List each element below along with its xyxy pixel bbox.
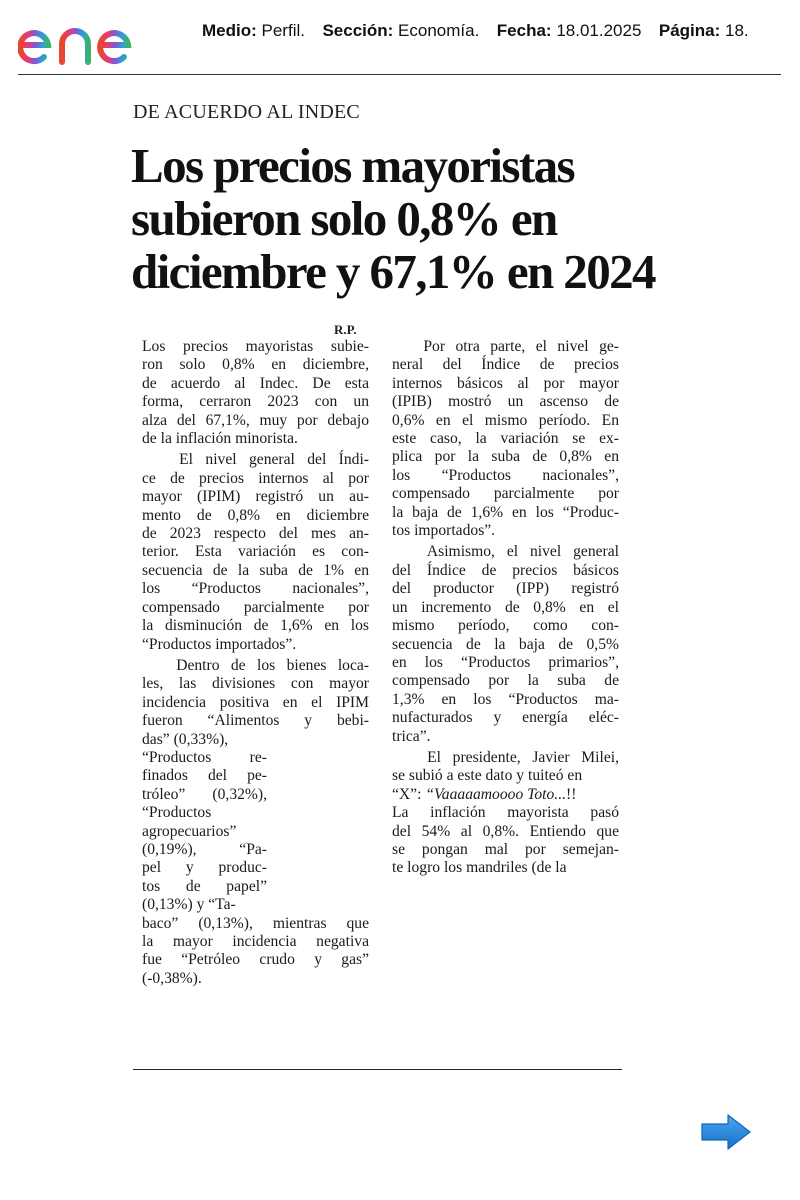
article-line: plica por la suba de 0,8% en [392,448,619,466]
article-line: te logro los mandriles (de la [392,859,567,877]
header-divider [18,74,781,75]
arrow-right-icon[interactable] [700,1113,752,1151]
article-byline: R.P. [334,322,357,337]
article-line: de 2023 respecto del mes an- [142,525,369,543]
article-line: baco” (0,13%), mientras que [142,914,369,932]
article-column-2 [392,338,619,878]
seccion-label: Sección: [322,21,394,40]
article-line: terior. Esta variación es con- [142,543,369,561]
article-line: mento de 0,8% en diciembre [142,506,369,524]
headline-line: diciembre y 67,1% en 2024 [131,244,655,299]
article-text: !! [566,785,577,803]
article-line: los “Productos nacionales”, [392,466,619,484]
article-headline [131,138,655,299]
article-line: “Productos [142,804,212,822]
article-paragraph [142,749,267,915]
article-paragraph [142,451,369,653]
article-paragraph [142,338,369,448]
article-end-divider [133,1069,622,1070]
article-paragraph [392,804,619,878]
article-column-1 [142,338,369,988]
medio-value: Perfil. [261,21,305,40]
article-line: (0,19%), “Pa- [142,840,267,858]
enel-logo [18,8,178,68]
article-line: del productor (IPP) registró [392,580,619,598]
article-line: trica”. [392,727,431,745]
pagina-value: 18. [725,21,749,40]
article-line: 0,6% en el mismo período. En [392,411,619,429]
article-line: tos importados”. [392,522,496,540]
article-line: Por otra parte, el nivel ge- [392,338,619,355]
article-line: mismo período, como con- [392,617,619,635]
article-line: la mayor incidencia negativa [142,933,369,950]
article-line: en los “Productos primarios”, [392,653,619,671]
article-line: finados del pe- [142,767,267,785]
article-line: nufacturados y energía eléc- [392,709,619,727]
headline-line: Los precios mayoristas [131,138,574,193]
article-line: un incremento de 0,8% en el [392,598,619,616]
tweet-quote: “Vaaaaamoooo Toto... [425,785,567,803]
article-line: les, las divisiones con mayor [142,675,369,693]
article-line: (IPIB) mostró un ascenso de [392,393,619,411]
headline-line: subieron solo 0,8% en [131,191,557,246]
article-line: fue “Petróleo crudo y gas” [142,951,369,969]
article-line: “Productos re- [142,748,267,766]
article-line: de la inflación minorista. [142,430,298,448]
article-line: secuencia de la baja de 0,5% [392,635,619,653]
article-line: secuencia de la suba de 1% en [142,561,369,579]
article-line: forma, cerraron 2023 con un [142,393,369,411]
article-line: pel y produc- [142,859,267,877]
article-line [392,786,619,804]
article-paragraph [392,543,619,745]
article-text: “X”: [392,785,426,803]
article-line: incidencia positiva en el IPIM [142,693,369,711]
article-paragraph [142,657,369,749]
pagina-label: Página: [658,21,721,40]
article-line: Dentro de los bienes loca- [142,656,369,674]
article-line: fueron “Alimentos y bebi- [142,712,369,730]
article-paragraph [392,749,619,786]
article-line: se pongan mal por semejan- [392,840,619,858]
article-line: ce de precios internos al por [142,469,369,487]
article-line: El presidente, Javier Milei, [392,748,619,766]
article-kicker: DE ACUERDO AL INDEC [133,101,360,123]
article-line: das” (0,33%), [142,730,229,748]
press-clipping-metadata [202,21,749,41]
article-line: 1,3% en los “Productos ma- [392,690,619,708]
fecha-label: Fecha: [496,21,552,40]
article-line: del 54% al 0,8%. Entiendo que [392,822,619,840]
article-line: tos de papel” [142,877,267,895]
article-line: La inflación mayorista pasó [392,804,619,822]
article-line: ron solo 0,8% en diciembre, [142,356,369,374]
article-line: neral del Índice de precios [392,356,619,374]
article-line: (0,13%) y “Ta- [142,896,236,914]
article-line: tróleo” (0,32%), [142,785,267,803]
medio-label: Medio: [202,21,257,40]
article-line: agropecuarios” [142,822,237,840]
seccion-value: Economía. [398,21,480,40]
article-line: Los precios mayoristas subie- [142,338,369,355]
article-line: la baja de 1,6% en los “Produc- [392,503,619,521]
article-line: mayor (IPIM) registró un au- [142,488,369,506]
article-line: alza del 67,1%, muy por debajo [142,411,369,429]
article-line: del Índice de precios básicos [392,561,619,579]
fecha-value: 18.01.2025 [556,21,642,40]
article-paragraph [392,786,619,804]
article-line: “Productos importados”. [142,635,297,653]
article-line: se subió a este dato y tuiteó en [392,767,583,785]
article-line: El nivel general del Índi- [142,451,369,469]
article-line: este caso, la variación se ex- [392,430,619,448]
article-line: la disminución de 1,6% en los [142,617,369,635]
article-paragraph [142,915,369,989]
article-line: los “Productos nacionales”, [142,580,369,598]
article-line: (-0,38%). [142,969,202,987]
article-line: compensado por la suba de [392,672,619,690]
article-paragraph [392,338,619,540]
article-line: internos básicos al por mayor [392,374,619,392]
article-line: compensado parcialmente por [142,598,369,616]
article-line: Asimismo, el nivel general [392,543,619,561]
article-line: de acuerdo al Indec. De esta [142,374,369,392]
article-line: compensado parcialmente por [392,485,619,503]
